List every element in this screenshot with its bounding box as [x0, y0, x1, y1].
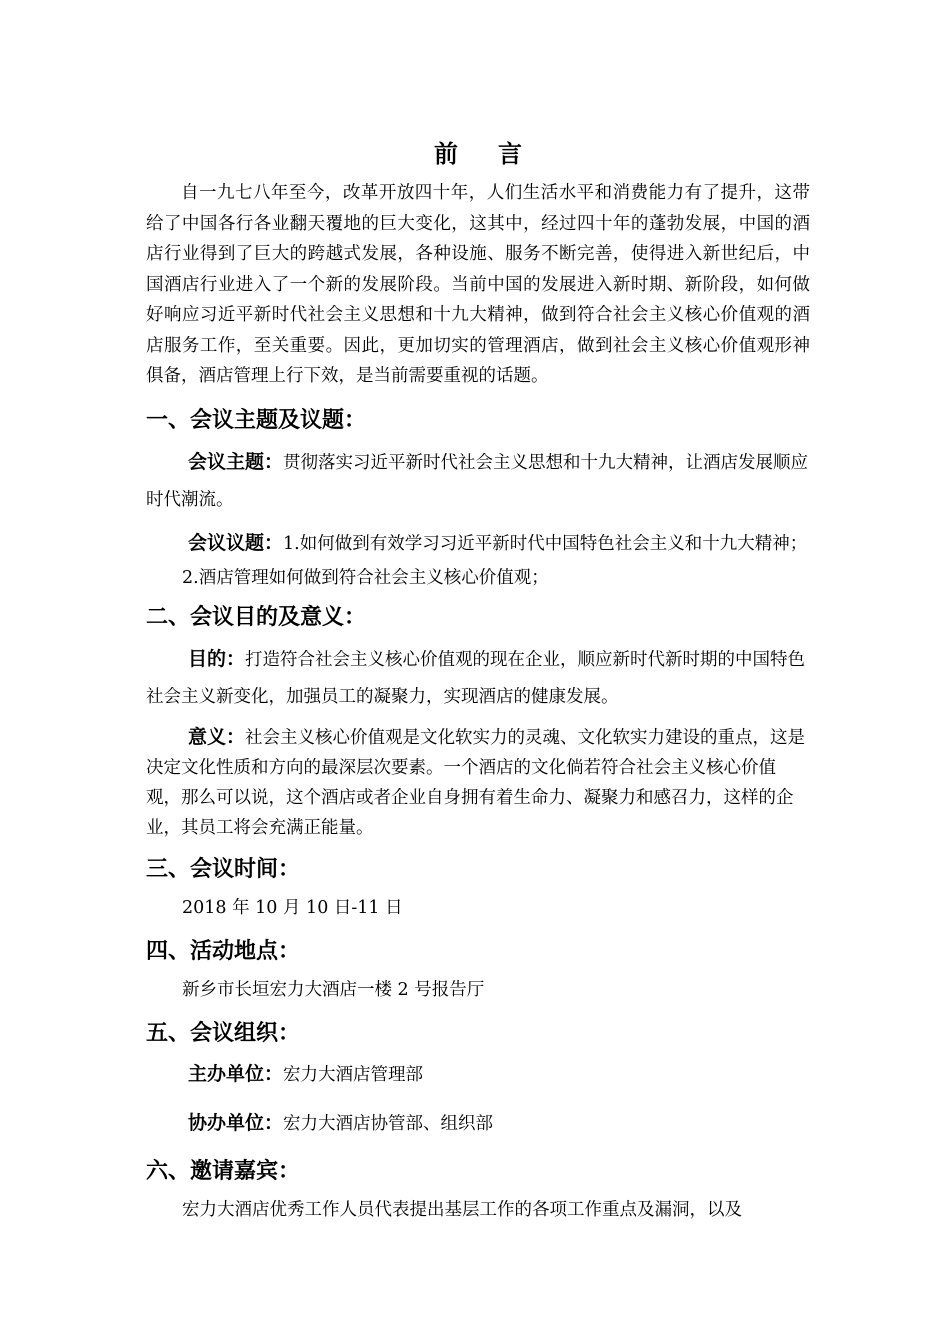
title-char-1: 前	[434, 140, 458, 168]
meeting-topic-2: 2.酒店管理如何做到符合社会主义核心价值观；	[182, 567, 549, 588]
intro-paragraph: 自一九七八年至今，改革开放四十年，人们生活水平和消费能力有了提升，这带给了中国各行各业翻天覆地的巨大变化，这其中，经过四十年的蓬勃发展，中国的酒店行业得到了巨大的跨越式发展，各种设施、服务不断完善，使得进入新世纪后，中国酒店行业进入了一个新的发展阶段。当前中国的发展进入新时期、新阶段，如何做好响应习近平新时代社会主义思想和十九大精神，做到符合社会主义核心价值观的酒店服务工作，至关重要。因此，更加切实的管理酒店，做到社会主义核心价值观形神俱备，酒店管理上行下效，是当前需要重视的话题。	[146, 183, 810, 386]
meeting-topic	[146, 525, 810, 563]
meeting-theme	[146, 444, 810, 519]
section-4-heading: 四、活动地点：	[146, 938, 301, 964]
co-host-unit-text: 宏力大酒店协管部、组织部	[283, 1113, 494, 1134]
goal-label: 目的：	[188, 647, 246, 670]
host-unit-text: 宏力大酒店管理部	[283, 1064, 424, 1085]
meeting-topic-text: 1.如何做到有效学习习近平新时代中国特色社会主义和十九大精神；	[283, 533, 808, 554]
goal	[146, 641, 810, 716]
section-6-heading: 六、邀请嘉宾：	[146, 1158, 301, 1184]
title-char-2: 言	[498, 140, 522, 168]
section-1-heading: 一、会议主题及议题：	[146, 407, 367, 433]
meaning-label: 意义：	[188, 725, 246, 748]
guests-text: 宏力大酒店优秀工作人员代表提出基层工作的各项工作重点及漏洞，以及	[182, 1199, 742, 1220]
meeting-theme-text: 贯彻落实习近平新时代社会主义思想和十九大精神，让酒店发展顺应时代潮流。	[146, 452, 809, 510]
co-host-unit-label: 协办单位：	[188, 1111, 284, 1134]
section-2-heading: 二、会议目的及意义：	[146, 604, 367, 630]
meeting-theme-label: 会议主题：	[188, 450, 284, 473]
section-3-heading: 三、会议时间：	[146, 856, 301, 882]
meaning	[146, 722, 810, 843]
goal-text: 打造符合社会主义核心价值观的现在企业，顺应新时代新时期的中国特色社会主义新变化，加强员工的凝聚力，实现酒店的健康发展。	[146, 649, 806, 707]
page-title	[146, 136, 810, 172]
co-host-unit	[146, 1108, 810, 1139]
meaning-text: 社会主义核心价值观是文化软实力的灵魂、文化软实力建设的重点，这是决定文化性质和方向的最深层次要素。一个酒店的文化倘若符合社会主义核心价值观，那么可以说，这个酒店或者企业自身拥有着生命力、凝聚力和感召力，这样的企业，其员工将会充满正能量。	[146, 727, 806, 838]
host-unit	[146, 1059, 810, 1090]
section-5-heading: 五、会议组织：	[146, 1020, 301, 1046]
host-unit-label: 主办单位：	[188, 1062, 284, 1085]
document-page	[146, 136, 810, 1225]
meeting-location: 新乡市长垣宏力大酒店一楼 2 号报告厅	[182, 979, 485, 1000]
meeting-topic-label: 会议议题：	[188, 531, 284, 554]
meeting-time: 2018 年 10 月 10 日-11 日	[182, 897, 403, 918]
